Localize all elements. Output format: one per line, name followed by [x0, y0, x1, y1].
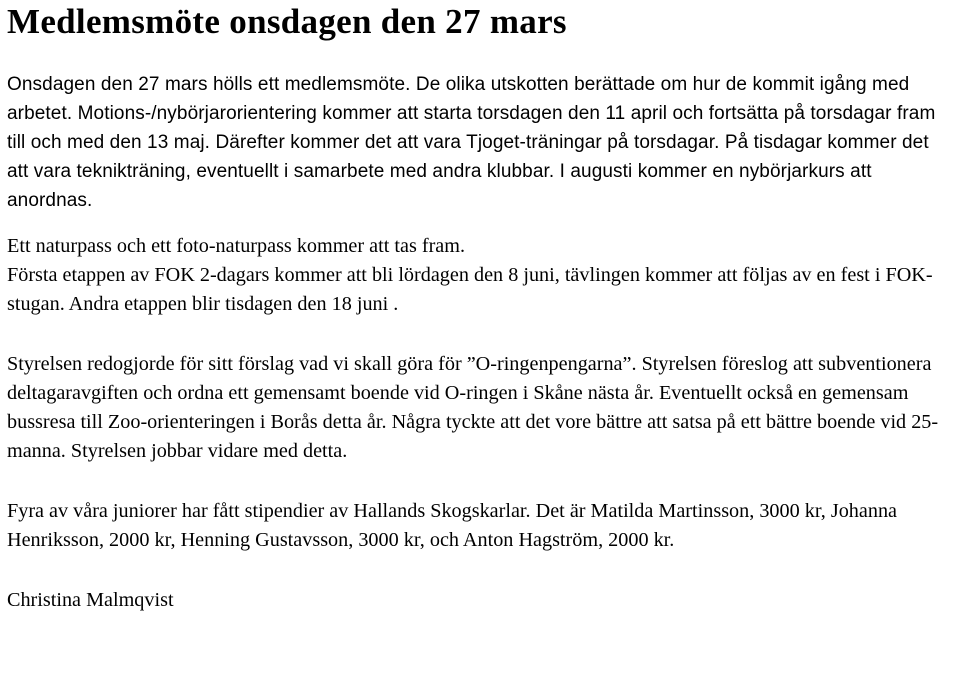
styrelsen-paragraph: Styrelsen redogjorde för sitt förslag vad vi skall göra för ”O-ringenpengarna”. Styrelsen föreslog att subventionera deltagaravgiften och ordna ett gemensamt boende vid O-ringen i Skåne nästa år. Eventuellt också en gemensam bussresa till Zoo-orienteringen i Borås detta år. Några tyckte att det vore bättre att satsa på ett bättre boende vid 25-manna. Styrelsen jobbar vidare med detta.: [7, 353, 939, 462]
author-signature: Christina Malmqvist: [7, 589, 174, 611]
stipendier-paragraph: Fyra av våra juniorer har fått stipendier av Hallands Skogskarlar. Det är Matilda Martinsson, 3000 kr, Johanna Henriksson, 2000 kr, Henning Gustavsson, 3000 kr, och Anton Hagström, 2000 kr.: [7, 500, 898, 551]
etapp-paragraph: Första etappen av FOK 2-dagars kommer att bli lördagen den 8 juni, tävlingen kommer att följas av en fest i FOK-stugan. Andra etappen blir tisdagen den 18 juni .: [7, 264, 933, 315]
naturpass-paragraph: Ett naturpass och ett foto-naturpass kommer att tas fram.: [7, 235, 466, 257]
page-title: Medlemsmöte onsdagen den 27 mars: [7, 2, 567, 41]
intro-paragraph: Onsdagen den 27 mars hölls ett medlemsmöte. De olika utskotten berättade om hur de kommit igång med arbetet. Motions-/nybörjarorientering kommer att starta torsdagen den 11 april och fortsätta på torsdagar fram till och med den 13 maj. Därefter kommer det att vara Tjoget-träningar på torsdagar. På tisdagar kommer det att vara teknikträning, eventuellt i samarbete med andra klubbar. I augusti kommer en nybörjarkurs att anordnas.: [7, 74, 936, 211]
